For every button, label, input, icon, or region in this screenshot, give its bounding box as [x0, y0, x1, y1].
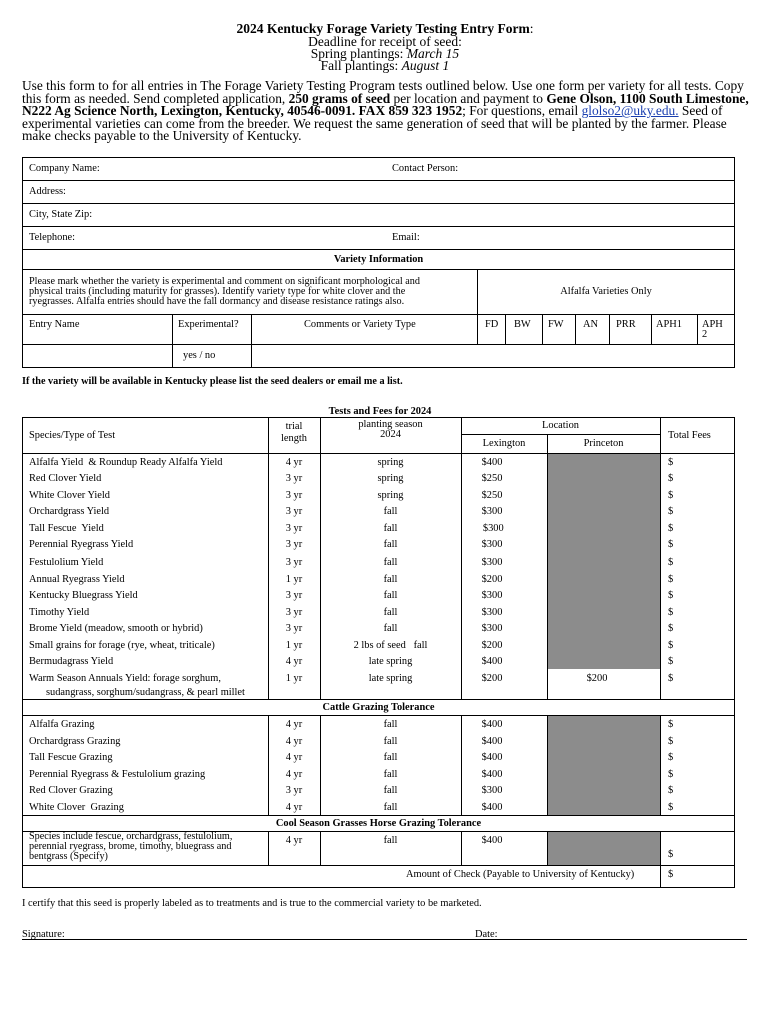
yield-row-season: spring [377, 473, 404, 484]
yield-row-total-fee[interactable]: $ [668, 590, 674, 601]
cattle-row-lexington-fee: $400 [481, 719, 503, 730]
horse-total[interactable]: $ [668, 849, 674, 860]
warm-season-total[interactable]: $ [668, 673, 674, 684]
yield-row-length: 3 yr [285, 557, 303, 568]
total-fees-header: Total Fees [668, 430, 711, 441]
yield-row-species: White Clover Yield [29, 490, 110, 501]
yield-row-species: Red Clover Yield [29, 473, 102, 484]
prr-header: PRR [616, 319, 636, 330]
date-label: Date: [475, 929, 498, 940]
cattle-row-total-fee[interactable]: $ [668, 736, 674, 747]
alfalfa-only-label: Alfalfa Varieties Only [560, 286, 652, 297]
yield-row-length: 3 yr [285, 473, 303, 484]
aph2-header-2: 2 [702, 329, 708, 340]
intro-paragraph: Use this form to for all entries in The Forage Variety Testing Program tests outlined below. Use one form per variety for all tests. Copy this form as needed. Send completed application, 250 grams of seed per location and payment to Gene Olson, 1100 South Limestone, N222 Ag Science North, Lexington, Kentucky, 40546-0091. FAX 859 323 1952; For questions, email glolso2@uky.edu. Seed of experimental varieties can come from the breeder. We request the same generation of seed that will be planted by the farmer. Please make checks payable to the University of Kentucky. [22, 78, 749, 144]
yield-row-lexington-fee: $200 [481, 640, 503, 651]
yield-row-length: 3 yr [285, 523, 303, 534]
yield-row-season: fall [383, 623, 398, 634]
cattle-row-species: Perennial Ryegrass & Festulolium grazing [29, 769, 206, 780]
cattle-row-season: fall [383, 736, 398, 747]
yield-row-season: fall [383, 523, 398, 534]
location-header: Location [542, 420, 579, 431]
cattle-row-total-fee[interactable]: $ [668, 752, 674, 763]
yield-row-total-fee[interactable]: $ [668, 473, 674, 484]
princeton-na-shade-horse [548, 832, 660, 865]
yield-row-species: Orchardgrass Yield [29, 506, 110, 517]
yield-row-length: 4 yr [285, 656, 303, 667]
yield-row-total-fee[interactable]: $ [668, 490, 674, 501]
yield-row-lexington-fee: $200 [481, 574, 503, 585]
cattle-row-lexington-fee: $400 [481, 769, 503, 780]
comments-header: Comments or Variety Type [304, 319, 416, 330]
cattle-row-length: 4 yr [285, 752, 303, 763]
yield-row-length: 1 yr [285, 640, 303, 651]
yield-row-length: 3 yr [285, 623, 303, 634]
yield-row-species: Kentucky Bluegrass Yield [29, 590, 138, 601]
yield-row-length: 3 yr [285, 506, 303, 517]
yield-row-lexington-fee: $300 [481, 590, 503, 601]
cattle-row-total-fee[interactable]: $ [668, 719, 674, 730]
variety-note-3: ryegrasses. Alfalfa entries should have the fall dormancy and disease resistance ratings also. [29, 296, 405, 307]
cattle-row-season: fall [383, 752, 398, 763]
signature-label: Signature: [22, 929, 65, 940]
tests-fees-title: Tests and Fees for 2024 [328, 406, 432, 417]
yield-row-lexington-fee: $300 [481, 607, 503, 618]
cattle-row-species: Orchardgrass Grazing [29, 736, 121, 747]
horse-grazing-title: Cool Season Grasses Horse Grazing Tolerance [275, 818, 482, 829]
yield-row-season: late spring [368, 656, 413, 667]
yield-row-total-fee[interactable]: $ [668, 506, 674, 517]
warm-season-species-2: sudangrass, sorghum/sudangrass, & pearl millet [46, 687, 245, 698]
deadline-line: Deadline for receipt of seed: [308, 34, 462, 49]
warm-season-lex-fee: $200 [481, 673, 503, 684]
signature-line[interactable] [22, 939, 747, 940]
warm-season-length: 1 yr [285, 673, 303, 684]
horse-length: 4 yr [285, 835, 303, 846]
yield-row-lexington-fee: $300 [480, 523, 504, 534]
yield-row-total-fee[interactable]: $ [668, 574, 674, 585]
princeton-na-shade-cattle [548, 716, 660, 815]
lexington-header: Lexington [482, 438, 526, 449]
cattle-row-lexington-fee: $400 [481, 736, 503, 747]
yield-row-lexington-fee: $300 [481, 506, 503, 517]
yield-row-season: spring [377, 490, 404, 501]
certify-statement: I certify that this seed is properly labeled as to treatments and is true to the commercial variety to be marketed. [22, 898, 482, 909]
experimental-yes-no[interactable]: yes / no [183, 350, 216, 361]
cattle-row-lexington-fee: $400 [481, 802, 503, 813]
yield-row-season: fall [383, 539, 398, 550]
yield-row-species: Perennial Ryegrass Yield [29, 539, 134, 550]
variety-note-2: physical traits (including maturity for grasses). Identify variety type for white clover and the [29, 286, 406, 297]
fw-header: FW [548, 319, 564, 330]
address-field[interactable]: Address: [29, 186, 66, 197]
species-header: Species/Type of Test [29, 430, 116, 441]
yield-row-lexington-fee: $300 [481, 557, 503, 568]
yield-row-season: fall [383, 590, 398, 601]
yield-row-total-fee[interactable]: $ [668, 557, 674, 568]
bw-header: BW [514, 319, 531, 330]
experimental-header: Experimental? [178, 319, 239, 330]
spring-deadline: Spring plantings: March 15 [310, 46, 460, 61]
yield-row-lexington-fee: $400 [481, 656, 503, 667]
company-name-field[interactable]: Company Name: [29, 163, 100, 174]
horse-species-3: bentgrass (Specify) [29, 851, 108, 862]
horse-species-2: perennial ryegrass, brome, timothy, bluegrass and [29, 841, 232, 852]
yield-row-total-fee[interactable]: $ [668, 523, 674, 534]
fall-deadline: Fall plantings: August 1 [320, 58, 450, 73]
aph1-header: APH1 [656, 319, 682, 330]
yield-row-season: fall [383, 574, 398, 585]
an-header: AN [583, 319, 599, 330]
yield-row-species: Festulolium Yield [29, 557, 104, 568]
yield-row-season: fall [383, 557, 398, 568]
variety-info-title: Variety Information [333, 254, 424, 265]
yield-row-season: fall [383, 506, 398, 517]
yield-row-species: Annual Ryegrass Yield [29, 574, 125, 585]
yield-row-species: Bermudagrass Yield [29, 656, 114, 667]
yield-row-total-fee[interactable]: $ [668, 656, 674, 667]
yield-row-length: 3 yr [285, 490, 303, 501]
cattle-row-total-fee[interactable]: $ [668, 785, 674, 796]
contact-person-field[interactable]: Contact Person: [392, 163, 459, 174]
yield-row-species: Brome Yield (meadow, smooth or hybrid) [29, 623, 203, 634]
cattle-row-total-fee[interactable]: $ [668, 802, 674, 813]
cattle-row-species: Red Clover Grazing [29, 785, 113, 796]
yield-row-length: 4 yr [285, 457, 303, 468]
cattle-row-total-fee[interactable]: $ [668, 769, 674, 780]
variety-note-1: Please mark whether the variety is experimental and comment on significant morphological and [29, 276, 420, 287]
cattle-row-length: 4 yr [285, 719, 303, 730]
warm-season-season: late spring [368, 673, 413, 684]
yield-row-total-fee[interactable]: $ [668, 457, 674, 468]
yield-row-species: Timothy Yield [29, 607, 90, 618]
yield-row-total-fee[interactable]: $ [668, 640, 674, 651]
yield-row-length: 1 yr [285, 574, 303, 585]
yield-row-lexington-fee: $250 [481, 473, 503, 484]
check-amount-label: Amount of Check (Payable to University of Kentucky) [406, 869, 635, 880]
yield-row-season: fall [383, 607, 398, 618]
horse-species-1: Species include fescue, orchardgrass, festulolium, [29, 831, 233, 842]
check-amount-field[interactable]: $ [668, 869, 674, 880]
entry-name-field[interactable]: Entry Name [29, 319, 80, 330]
cattle-row-lexington-fee: $400 [481, 752, 503, 763]
cattle-row-season: fall [383, 785, 398, 796]
yield-row-total-fee[interactable]: $ [668, 539, 674, 550]
princeton-header: Princeton [583, 438, 624, 449]
telephone-field[interactable]: Telephone: [29, 232, 76, 243]
yield-row-lexington-fee: $250 [481, 490, 503, 501]
yield-row-species: Alfalfa Yield & Roundup Ready Alfalfa Yield [29, 457, 223, 468]
yield-row-lexington-fee: $300 [481, 623, 503, 634]
fd-header: FD [485, 319, 499, 330]
yield-row-total-fee[interactable]: $ [668, 607, 674, 618]
yield-row-species: Small grains for forage (rye, wheat, triticale) [29, 640, 215, 651]
warm-season-princeton-fee: $200 [586, 673, 608, 684]
yield-row-lexington-fee: $400 [481, 457, 503, 468]
yield-row-length: 3 yr [285, 607, 303, 618]
yield-row-length: 3 yr [285, 539, 303, 550]
cattle-row-length: 3 yr [285, 785, 303, 796]
warm-season-species-1: Warm Season Annuals Yield: forage sorghum, [29, 673, 221, 684]
cattle-row-species: White Clover Grazing [29, 802, 124, 813]
season-header-2: 2024 [380, 429, 401, 440]
season-header-1: planting season [358, 419, 423, 430]
trial-header-2: length [281, 433, 307, 444]
princeton-na-shade [548, 454, 660, 669]
yield-row-season: 2 lbs of seed fall [353, 640, 428, 651]
cattle-row-length: 4 yr [285, 802, 303, 813]
yield-row-total-fee[interactable]: $ [668, 623, 674, 634]
email-field[interactable]: Email: [392, 232, 420, 243]
cattle-row-length: 4 yr [285, 769, 303, 780]
yield-row-season: spring [377, 457, 404, 468]
horse-season: fall [383, 835, 398, 846]
cattle-row-species: Alfalfa Grazing [29, 719, 95, 730]
email-link[interactable]: glolso2@uky.edu. [581, 103, 679, 119]
cattle-row-species: Tall Fescue Grazing [29, 752, 113, 763]
trial-header-1: trial [285, 421, 303, 432]
city-state-zip-field[interactable]: City, State Zip: [29, 209, 93, 220]
aph2-header: APH [702, 319, 723, 330]
cattle-row-season: fall [383, 769, 398, 780]
cattle-row-season: fall [383, 719, 398, 730]
cattle-row-season: fall [383, 802, 398, 813]
horse-lex-fee: $400 [481, 835, 503, 846]
dealers-note: If the variety will be available in Kentucky please list the seed dealers or email me a list. [22, 376, 403, 387]
cattle-row-lexington-fee: $300 [481, 785, 503, 796]
yield-row-lexington-fee: $300 [481, 539, 503, 550]
yield-row-length: 3 yr [285, 590, 303, 601]
cattle-row-length: 4 yr [285, 736, 303, 747]
yield-row-species: Tall Fescue Yield [29, 523, 104, 534]
form-title: 2024 Kentucky Forage Variety Testing Entry Form: [236, 21, 534, 36]
cattle-grazing-title: Cattle Grazing Tolerance [322, 702, 435, 713]
